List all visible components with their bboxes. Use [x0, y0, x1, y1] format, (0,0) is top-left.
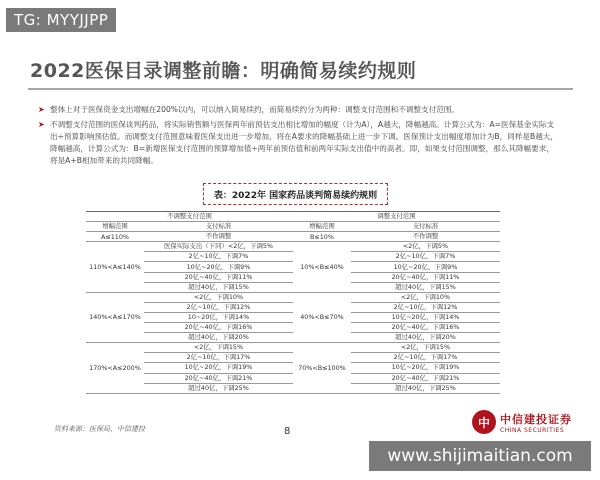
range-cell: A≤110%	[86, 232, 144, 242]
standard-cell: 20亿~40亿，下调11%	[351, 272, 500, 282]
standard-cell: <2亿，下调15%	[144, 343, 293, 353]
standard-cell: 不作调整	[144, 232, 293, 242]
standard-cell: <2亿，下调15%	[351, 343, 500, 353]
range-cell: 70%<B≤100%	[293, 343, 351, 393]
bullet-item	[38, 119, 558, 167]
logo-name-cn: 中信建投证券	[500, 412, 572, 426]
bullet-arrow-icon: ➤	[38, 120, 45, 129]
standard-cell: 10亿~20亿，下调9%	[351, 262, 500, 272]
standard-cell: 2亿~10亿，下调7%	[144, 252, 293, 262]
standard-cell: 20亿~40亿，下调11%	[144, 272, 293, 282]
standard-cell: 超过40亿，下调25%	[351, 383, 500, 393]
table-row	[86, 343, 500, 353]
table-row	[86, 242, 500, 252]
range-cell: 140%<A≤170%	[86, 292, 144, 342]
range-cell: 170%<A≤200%	[86, 343, 144, 393]
standard-cell: 10亿~20亿，下调9%	[144, 262, 293, 272]
bullet-text: 不调整支付范围的医保谈判药品，将实际销售额与医保两年前预估支出相比增加的幅度（计为A），A越大，降幅越高。计算公式为：A=医保基金实际支出÷预算影响预估值。而调整支付范围意味着医保支出进一步增加，将在A要求的降幅基础上进一步下调。医保预计支出幅度增加计为B，同样是B越大，降幅越高，计算公式为：B=新增医保支付范围的预算增加值÷两年前预估值和前两年实际支出值中的高者。即，如果支付范围调整，那么其降幅要求，将是A+B相加带来的共同降幅。	[50, 120, 558, 165]
standard-cell: 2亿~10亿，下调12%	[351, 302, 500, 312]
standard-cell: 不作调整	[351, 232, 500, 242]
table-column-header	[86, 222, 500, 232]
site-watermark: www.shijimaitian.com	[369, 441, 591, 471]
slide-title: 2022医保目录调整前瞻：明确简易续约规则	[30, 60, 417, 82]
standard-cell: 20亿~40亿，下调16%	[144, 323, 293, 333]
standard-cell: 超过40亿，下调20%	[351, 333, 500, 343]
bullet-list	[38, 104, 558, 170]
standard-cell: 2亿~10亿，下调17%	[144, 353, 293, 363]
range-cell: 40%<B≤70%	[293, 292, 351, 342]
logo-mark-icon: 中	[472, 410, 496, 434]
standard-cell: 10亿~20亿，下调19%	[351, 363, 500, 373]
standard-cell: 20亿~40亿，下调16%	[351, 323, 500, 333]
table-group-header	[86, 212, 500, 222]
col-header-standard: 支付标准	[144, 222, 293, 232]
standard-cell: <2亿，下调10%	[351, 292, 500, 302]
standard-cell: 10~20亿，下调14%	[144, 312, 293, 322]
standard-cell: 超过40亿，下调20%	[144, 333, 293, 343]
standard-cell: 2亿~10亿，下调12%	[144, 302, 293, 312]
source-note: 资料来源：医保局，中信建投	[54, 425, 145, 433]
channel-tag: TG: MYYJJPP	[6, 8, 116, 32]
standard-cell: 超过40亿，下调15%	[351, 282, 500, 292]
standard-cell: 20亿~40亿，下调21%	[351, 373, 500, 383]
renewal-rules-table	[86, 211, 500, 394]
bullet-text: 整体上对于医保资金支出增幅在200%以内，可以纳入简易续约，而简易续约分为两种：调整支付范围和不调整支付范围。	[50, 105, 459, 114]
logo-name-en: CHINA SECURITIES	[500, 426, 565, 434]
table-row	[86, 292, 500, 302]
page-number: 8	[284, 426, 291, 437]
standard-cell: 10亿~20亿，下调14%	[351, 312, 500, 322]
title-divider	[28, 88, 573, 90]
col-header-standard: 支付标准	[351, 222, 500, 232]
col-header-range: 增幅范围	[86, 222, 144, 232]
standard-cell: 2亿~10亿，下调17%	[351, 353, 500, 363]
standard-cell: 医保实际支出（下同）<2亿，下调5%	[144, 242, 293, 252]
standard-cell: 10亿~20亿，下调19%	[144, 363, 293, 373]
standard-cell: 20亿~40亿，下调21%	[144, 373, 293, 383]
group-header-right: 调整支付范围	[293, 212, 500, 222]
standard-cell: 2亿~10亿，下调7%	[351, 252, 500, 262]
group-header-left: 不调整支付范围	[86, 212, 293, 222]
col-header-range: 增幅范围	[293, 222, 351, 232]
standard-cell: <2亿，下调5%	[351, 242, 500, 252]
logo-text	[500, 411, 572, 434]
standard-cell: 超过40亿，下调25%	[144, 383, 293, 393]
table-row	[86, 232, 500, 242]
standard-cell: <2亿，下调10%	[144, 292, 293, 302]
table-caption: 表：2022年 国家药品谈判简易续约规则	[203, 183, 388, 205]
range-cell: B≤10%	[293, 232, 351, 242]
range-cell: 10%<B≤40%	[293, 242, 351, 292]
bullet-arrow-icon: ➤	[38, 105, 45, 114]
bullet-item	[38, 104, 558, 116]
company-logo	[472, 410, 572, 434]
range-cell: 110%<A≤140%	[86, 242, 144, 292]
standard-cell: 超过40亿，下调15%	[144, 282, 293, 292]
